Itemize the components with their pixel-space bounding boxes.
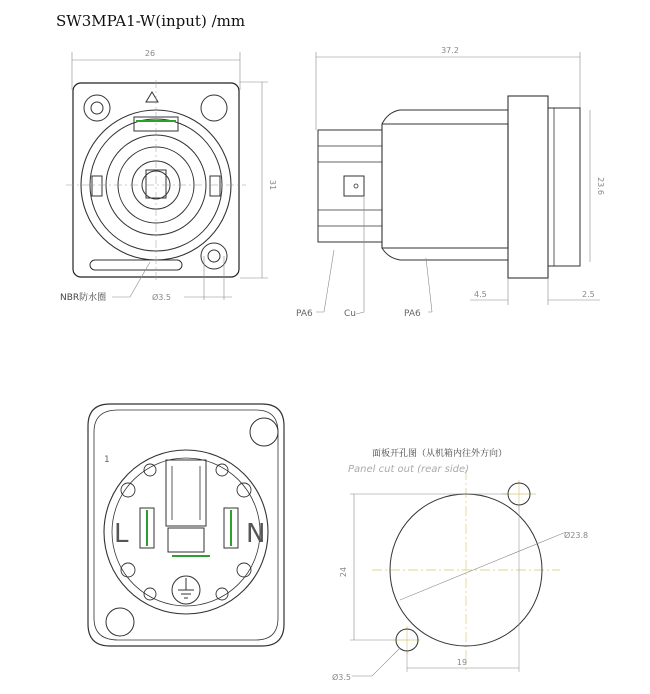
- side-height-dim: 23.6: [596, 177, 605, 195]
- mount-hole-top-left: [84, 95, 110, 121]
- material-label-pa6-right: PA6: [404, 309, 421, 319]
- side-view: [316, 52, 600, 314]
- front-height-dim: 31: [268, 179, 277, 191]
- side-main-body: [382, 124, 508, 248]
- rear-letter-n: N: [246, 519, 266, 549]
- gasket-label: NBR防水圈: [60, 293, 107, 303]
- mount-hole-top-right: [201, 95, 227, 121]
- mount-hole-bottom-right: [201, 243, 227, 269]
- side-dim-b: 2.5: [582, 290, 595, 299]
- panel-title-cn: 面板开孔图（从机箱内往外方向）: [372, 449, 508, 459]
- cutout-hole-dia: Ø3.5: [332, 673, 352, 682]
- front-view: [66, 52, 268, 300]
- pin-number: 1: [104, 455, 110, 465]
- cutout-width-dim: 19: [456, 658, 468, 667]
- drawing-title: SW3MPA1-W(input) /mm: [56, 12, 246, 30]
- rear-mount-hole-bottom: [106, 608, 134, 636]
- rear-letter-l: L: [114, 519, 129, 549]
- side-length-dim: 37.2: [441, 46, 459, 55]
- front-hole-dia: Ø3.5: [152, 293, 172, 302]
- rear-mount-hole-top: [250, 418, 278, 446]
- cutout-diameter: Ø23.8: [564, 531, 589, 540]
- material-label-cu: Cu: [344, 309, 356, 319]
- material-label-pa6-left: PA6: [296, 309, 313, 319]
- side-front-ring: [548, 108, 580, 266]
- front-width-dim: 26: [144, 49, 156, 58]
- side-rear-body: [318, 130, 382, 242]
- cutout-height-dim: 24: [339, 566, 348, 578]
- drain-slot: [90, 260, 182, 270]
- side-flange: [508, 96, 548, 278]
- side-dim-a: 4.5: [474, 290, 487, 299]
- panel-title-en: Panel cut out (rear side): [348, 464, 470, 475]
- panel-cutout: [350, 470, 566, 676]
